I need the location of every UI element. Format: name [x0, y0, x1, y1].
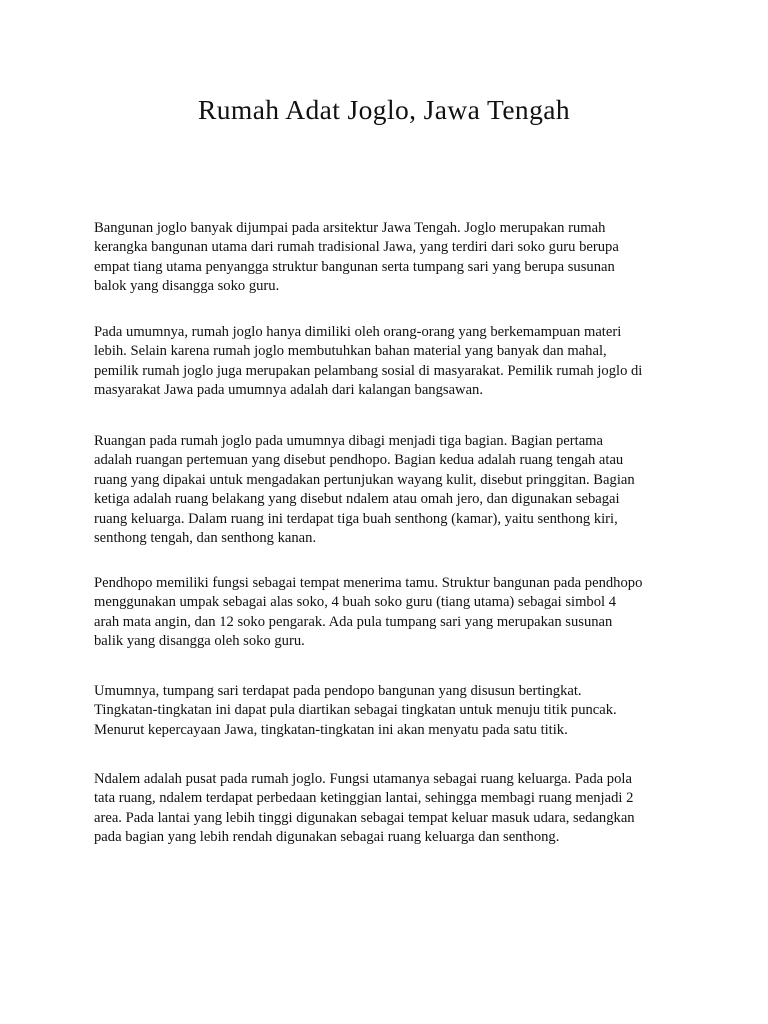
paragraph-line: adalah ruangan pertemuan yang disebut pendhopo. Bagian kedua adalah ruang tengah atau — [94, 452, 624, 469]
paragraph-line: area. Pada lantai yang lebih tinggi digunakan sebagai tempat keluar masuk udara, sedangkan — [94, 809, 635, 826]
paragraph-1 — [94, 219, 684, 297]
paragraph-5 — [94, 682, 684, 740]
paragraph-line: lebih. Selain karena rumah joglo membutuhkan bahan material yang banyak dan mahal, — [94, 343, 607, 360]
paragraph-line: balik yang disangga oleh soko guru. — [94, 633, 305, 650]
paragraph-6 — [94, 770, 684, 848]
paragraph-line: pada bagian yang lebih rendah digunakan sebagai ruang keluarga dan senthong. — [94, 829, 560, 846]
paragraph-line: pemilik rumah joglo juga merupakan pelambang sosial di masyarakat. Pemilik rumah joglo di — [94, 362, 643, 379]
paragraph-line: tata ruang, ndalem terdapat perbedaan ketinggian lantai, sehingga membagi ruang menjadi 2 — [94, 790, 634, 807]
paragraph-line: ketiga adalah ruang belakang yang disebut ndalem atau omah jero, dan digunakan sebagai — [94, 491, 620, 508]
paragraph-line: masyarakat Jawa pada umumnya adalah dari kalangan bangsawan. — [94, 382, 484, 399]
paragraph-4 — [94, 574, 684, 652]
paragraph-line: Menurut kepercayaan Jawa, tingkatan-tingkatan ini akan menyatu pada satu titik. — [94, 721, 568, 738]
paragraph-line: Ruangan pada rumah joglo pada umumnya dibagi menjadi tiga bagian. Bagian pertama — [94, 433, 604, 449]
paragraph-line: Pendhopo memiliki fungsi sebagai tempat menerima tamu. Struktur bangunan pada pendhopo — [94, 575, 643, 591]
paragraph-line: Pada umumnya, rumah joglo hanya dimiliki oleh orang-orang yang berkemampuan materi — [94, 324, 622, 340]
paragraph-line: empat tiang utama penyangga struktur bangunan serta tumpang sari yang berupa susunan — [94, 258, 615, 275]
paragraph-line: Bangunan joglo banyak dijumpai pada arsitektur Jawa Tengah. Joglo merupakan rumah — [94, 220, 606, 236]
paragraph-line: menggunakan umpak sebagai alas soko, 4 buah soko guru (tiang utama) sebagai simbol 4 — [94, 594, 617, 611]
paragraph-line: ruang keluarga. Dalam ruang ini terdapat tiga buah senthong (kamar), yaitu senthong kiri, — [94, 510, 618, 527]
paragraph-2 — [94, 323, 684, 401]
paragraph-line: ruang yang dipakai untuk mengadakan pertunjukan wayang kulit, disebut pringgitan. Bagian — [94, 471, 635, 488]
paragraph-line: kerangka bangunan utama dari rumah tradisional Jawa, yang terdiri dari soko guru berupa — [94, 239, 619, 256]
paragraph-line: arah mata angin, dan 12 soko pengarak. Ada pula tumpang sari yang merupakan susunan — [94, 613, 613, 630]
paragraph-line: senthong tengah, dan senthong kanan. — [94, 530, 317, 547]
paragraph-line: balok yang disangga soko guru. — [94, 278, 280, 295]
paragraph-3 — [94, 432, 684, 548]
paragraph-line: Ndalem adalah pusat pada rumah joglo. Fungsi utamanya sebagai ruang keluarga. Pada pola — [94, 771, 632, 787]
paragraph-line: Umumnya, tumpang sari terdapat pada pendopo bangunan yang disusun bertingkat. — [94, 683, 582, 699]
paragraph-line: Tingkatan-tingkatan ini dapat pula diartikan sebagai tingkatan untuk menuju titik puncak. — [94, 702, 617, 719]
page-title: Rumah Adat Joglo, Jawa Tengah — [198, 94, 570, 125]
